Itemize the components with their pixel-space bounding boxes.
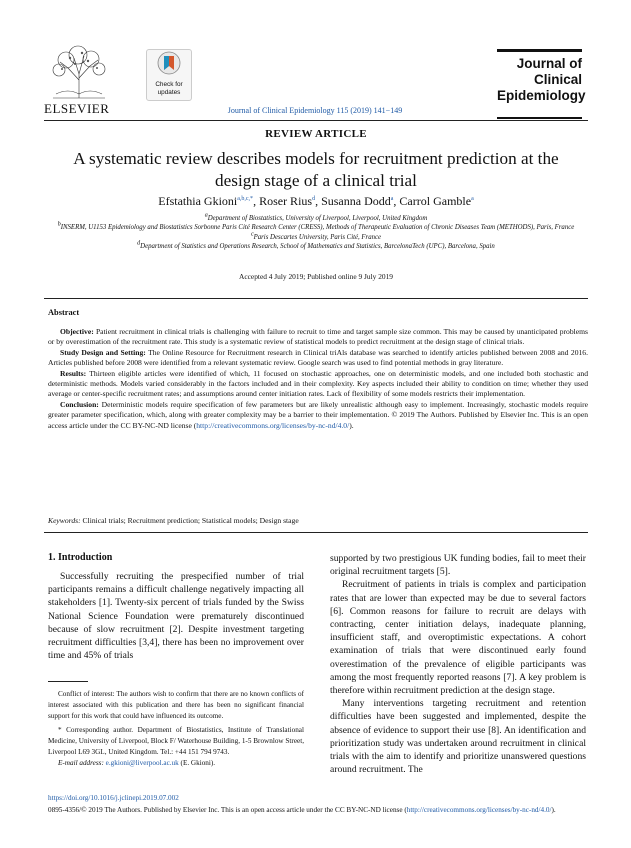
affiliation-mark: b — [57, 222, 61, 229]
issn-text: 0895-4356/© 2019 The Authors. Published by Elsevier Inc. This is an open access article under the CC BY-NC-ND license ( — [48, 806, 407, 814]
abstract-body — [48, 327, 588, 431]
conflict-of-interest-note: Conflict of interest: The authors wish to confirm that there are no known conflicts of interest associated with this publication and there has been no significant financial support for this work that could have influenced its outcome. — [48, 690, 304, 720]
check-updates-line2: updates — [157, 88, 181, 96]
author-affiliation-marks[interactable]: a — [471, 196, 474, 202]
section-heading-introduction: 1. Introduction — [48, 552, 113, 563]
journal-citation[interactable]: Journal of Clinical Epidemiology 115 (2019) 141−149 — [227, 106, 403, 115]
abstract-section-label: Results: — [60, 368, 87, 378]
affiliation-mark: d — [137, 240, 141, 247]
affiliation-b — [48, 223, 584, 232]
abstract-section-label: Objective: — [60, 327, 94, 336]
corresponding-author-note: * Corresponding author. Department of Biostatistics, Institute of Translational Medicine, University of Liverpool, Block F/ Waterhouse Building, 1-5 Brownlow Street, Liverpool L69 3GL, United Kingdom. Tel.: +44 151 794 9743. — [48, 726, 304, 756]
intro-paragraph-continued: supported by two prestigious UK funding bodies, fail to meet their original recruitment targets [5]. — [330, 553, 586, 578]
journal-logo — [497, 49, 586, 119]
abstract-bottom-rule — [44, 532, 588, 533]
email-note — [48, 758, 304, 769]
affiliation-d — [48, 242, 584, 251]
email-tail: (E. Gkioni). — [180, 758, 216, 767]
elsevier-logo — [48, 44, 110, 100]
elsevier-tree-icon — [48, 44, 110, 100]
footnote-rule — [48, 681, 88, 682]
abstract-section-label: Conclusion: — [60, 399, 99, 409]
author-affiliation-marks[interactable]: d — [312, 196, 316, 202]
doi-link[interactable]: https://doi.org/10.1016/j.jclinepi.2019.07.002 — [48, 794, 179, 802]
abstract-section — [48, 348, 588, 369]
author-separator: , — [393, 194, 400, 208]
abstract-section-text: Thirteen eligible articles were identified of which, 11 focused on stochastic approaches, one on deterministic models, and one included both stochastic and deterministic methods. Models varied considerably in the factors included and in their complexity. Key aspects included their ability to condition on time; whether they used average or center-specific recruitment rates; and assumptions around center initiation rates. Lack of flexibility of some models restricts their implementation. — [48, 368, 589, 399]
author-separator: , — [253, 194, 260, 208]
abstract-heading: Abstract — [48, 308, 80, 317]
affiliation-text: INSERM, U1153 Epidemiology and Biostatistics Sorbonne Paris Cité Research Center (CRESS), Methods of Therapeutic Evaluation of Chronic Diseases Team (METHODS), Paris, France — [60, 224, 575, 232]
journal-logo-line2: Clinical — [533, 72, 582, 87]
footnotes — [48, 689, 304, 769]
author-affiliation-marks[interactable]: a — [390, 196, 394, 202]
affiliation-text: Department of Statistics and Operations Research, School of Mathematics and Statistics, BarcelonaTech (UPC), Barcelona, Spain — [140, 243, 495, 251]
email-label: E-mail address: — [58, 758, 104, 767]
author-name: Roser Rius — [259, 194, 313, 208]
abstract-tail: ). — [349, 420, 354, 430]
intro-left-column — [48, 570, 304, 662]
author-name: Susanna Dodd — [321, 194, 391, 208]
author-affiliation-marks[interactable]: a,b,c,* — [237, 196, 254, 202]
article-dates: Accepted 4 July 2019; Published online 9 July 2019 — [239, 272, 393, 281]
license-link[interactable]: http://creativecommons.org/licenses/by-nc-nd/4.0/ — [406, 806, 552, 814]
issn-tail: ). — [551, 806, 556, 814]
intro-paragraph-2: Recruitment of patients in trials is complex and participation rates that are lower than expected may be due to several factors [6]. Common reasons for failure to recruit are delays with contracting, center initiation delays, inadequate planning, insufficient staff, and overoptimistic expectations. A cohort examination of trials that were discontinued early found overestimation of the prevalence of eligible participants was among the most frequently reported reasons [7]. A key problem is therefore within recruitment prediction at the design stage. — [330, 579, 586, 697]
check-updates-line1: Check for — [155, 81, 183, 88]
check-for-updates-badge[interactable] — [146, 49, 192, 101]
bookmark-ribbon-icon — [147, 50, 191, 76]
issn-license — [48, 805, 588, 815]
abstract-section-text: Deterministic models require specification of few parameters but are likely unrealistic although easy to implement. Increasingly, stochastic models require greater parameter specification, which, along with greater complexity may be a barrier to their implementation. © 2019 The Authors. Published by Elsevier Inc. This is an open access article under the CC BY-NC-ND license ( — [48, 399, 588, 430]
author-name: Carrol Gamble — [399, 194, 472, 208]
header-rule — [44, 120, 588, 121]
keywords-text: Clinical trials; Recruitment prediction; Statistical models; Design stage — [82, 516, 299, 525]
intro-paragraph-1: Successfully recruiting the prespecified number of trial participants remains a difficult challenge negatively impacting all stakeholders [1]. Twenty-six percent of trials funded by the Swiss National Science Foundation were prematurely discontinued because of slow recruitment [2]. Despite investment targeting recruitment difficulties [3,4], there has been no improvement over time and 45% of trials — [48, 571, 304, 662]
affiliation-a — [48, 214, 584, 223]
affiliation-mark: a — [204, 212, 208, 219]
abstract-section — [48, 400, 588, 431]
abstract-section-label: Study Design and Setting: — [60, 347, 146, 357]
article-type: REVIEW ARTICLE — [265, 128, 367, 140]
abstract-section — [48, 369, 588, 400]
article-title-line1: A systematic review describes models for recruitment prediction at the — [73, 149, 559, 168]
abstract-section-text: The Online Resource for Recruitment research in Clinical triAls database was searched to identify articles published between 2008 and 2016. Articles published before 2008 were identified from a relevant systematic review. Google search was used to find potential methods in gray literature. — [48, 347, 588, 368]
affiliations — [48, 214, 584, 252]
affiliation-text: Department of Biostatistics, University of Liverpool, Liverpool, United Kingdom — [207, 215, 428, 222]
license-link-abstract[interactable]: http://creativecommons.org/licenses/by-nc-nd/4.0/ — [196, 420, 350, 430]
abstract-section — [48, 327, 588, 348]
author-list — [44, 194, 588, 209]
abstract-section-text: Patient recruitment in clinical trials is challenging with failure to recruit to time and target sample size common. This may be caused by unanticipated problems or by overestimation of the recruitment rate. This study is a systematic review of statistical models to predict recruitment at the design stage of clinical trials. — [48, 327, 588, 347]
journal-logo-line3: Epidemiology — [497, 88, 586, 103]
affiliation-mark: c — [250, 231, 254, 238]
keywords-label: Keywords: — [48, 516, 81, 525]
keywords-line — [48, 516, 588, 526]
affiliation-text: Paris Descartes University, Paris Cité, France — [253, 233, 382, 241]
email-link[interactable]: e.gkioni@liverpool.ac.uk — [105, 758, 179, 767]
journal-logo-line1: Journal of — [516, 56, 582, 71]
intro-paragraph-3: Many interventions targeting recruitment and retention difficulties have been suggested and implemented, despite the absence of evidence to support their use [8]. An identification and prioritization study was undertaken around recruitment in clinical trials with the aim to identify and prioritize unanswered questions around recruitment. The — [330, 698, 586, 776]
publisher-name: ELSEVIER — [44, 101, 110, 116]
intro-right-column — [330, 552, 586, 776]
abstract-top-rule — [44, 298, 588, 299]
author-name: Efstathia Gkioni — [158, 194, 238, 208]
affiliation-c — [48, 233, 584, 242]
article-title-line2: design stage of a clinical trial — [215, 171, 417, 190]
author-separator: , — [315, 194, 322, 208]
